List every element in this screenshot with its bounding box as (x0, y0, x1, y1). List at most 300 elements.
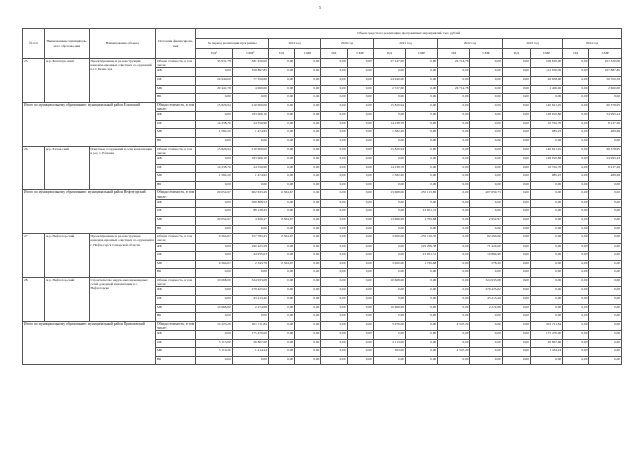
value-cell: 0,00 (295, 181, 321, 190)
page-number: 5 (319, 5, 321, 10)
funding-source-cell: ОБ (156, 120, 196, 129)
value-cell: 0,00 (405, 295, 437, 304)
value-cell: 0,00 (502, 85, 530, 94)
value-cell: 985,25 (530, 129, 562, 138)
value-cell: 279 425,02 (232, 287, 268, 296)
funding-source-cell: МБ (156, 173, 196, 182)
value-cell: 0,00 (502, 321, 530, 330)
value-cell: 0,00 (563, 321, 589, 330)
value-cell: 0,00 (589, 225, 622, 234)
value-cell: 0,00 (295, 112, 321, 121)
value-cell: 0,00 (321, 234, 347, 243)
value-cell: 0,00 (295, 129, 321, 138)
value-cell: 10 668,00 (373, 277, 405, 286)
value-cell: 0,00 (347, 68, 373, 77)
funding-source-cell: МБ (156, 85, 196, 94)
value-cell: 0,00 (196, 112, 232, 121)
value-cell: 0,00 (563, 348, 589, 357)
value-cell: 0,00 (530, 260, 562, 269)
funding-source-cell: Общая стоимость, в том числе: (157, 190, 195, 199)
value-cell: 0,00 (295, 339, 321, 348)
value-cell: 0,00 (438, 68, 470, 77)
value-cell: 0,00 (438, 260, 470, 269)
value-cell: 0,00 (347, 190, 373, 199)
value-cell: 0,00 (295, 94, 321, 103)
value-cell: 0,00 (563, 190, 589, 199)
value-cell: 0,00 (268, 321, 294, 330)
value-cell: 0,00 (530, 243, 562, 252)
value-cell: 0,00 (295, 155, 321, 164)
value-cell: 6 364,67 (268, 190, 294, 199)
value-cell: 0,00 (502, 208, 530, 217)
value-cell: 0,00 (347, 313, 373, 322)
value-cell: 0,00 (295, 216, 321, 225)
value-cell: 0,00 (268, 295, 294, 304)
header-total-period: За период реализации программы (196, 39, 269, 49)
value-cell: 0,00 (268, 112, 294, 121)
value-cell: 0,00 (347, 234, 373, 243)
value-cell: 0,00 (563, 208, 589, 217)
funding-source-cell: ФБ (156, 331, 196, 340)
value-cell: 0,00 (589, 356, 622, 365)
value-cell: 0,00 (321, 155, 347, 164)
value-cell: 0,00 (502, 348, 530, 357)
value-cell: 210 000,00 (232, 102, 268, 111)
value-cell: 13 668,00 (373, 190, 405, 199)
value-cell: 0,00 (268, 269, 294, 278)
value-cell: 0,00 (438, 234, 470, 243)
table-row (23, 146, 622, 155)
table-body (23, 59, 622, 365)
value-cell: 27 247,00 (373, 59, 405, 68)
header-year: 2024 год (563, 39, 622, 49)
value-cell: 0,00 (502, 190, 530, 199)
value-cell: 0,00 (438, 225, 470, 234)
value-cell: 0,00 (347, 252, 373, 261)
value-cell: 0,00 (470, 94, 502, 103)
value-cell: 54 995,24 (589, 155, 622, 164)
value-cell: 0,00 (196, 137, 232, 146)
table-row (23, 59, 622, 68)
header-year: 2023 год (502, 39, 562, 49)
value-cell: 0,00 (347, 94, 373, 103)
value-cell: 10 223,29 (196, 321, 232, 330)
value-cell: 0,00 (347, 77, 373, 86)
value-cell: 2 343,79 (232, 260, 268, 269)
value-cell: 0,00 (405, 68, 437, 77)
value-cell: 6 364,67 (268, 234, 294, 243)
header-smr: СМР (470, 49, 502, 59)
funding-source-cell: МБ (156, 129, 196, 138)
value-cell: 0,00 (405, 269, 437, 278)
value-cell: 0,00 (563, 304, 589, 313)
value-cell: 0,00 (589, 260, 622, 269)
value-cell: 1 582,20 (373, 129, 405, 138)
funding-source-cell: МБ (156, 304, 196, 313)
value-cell: 0,00 (502, 234, 530, 243)
value-cell: 0,00 (563, 260, 589, 269)
value-cell: 0,00 (502, 59, 530, 68)
total-label: Итого по муниципальному образованию: муниципальный район Елховский (23, 102, 156, 146)
value-cell: 0,00 (295, 120, 321, 129)
header-year: 2022 год (438, 39, 503, 49)
value-cell: 0,00 (563, 146, 589, 155)
value-cell: 0,00 (321, 348, 347, 357)
value-cell: 0,00 (232, 94, 268, 103)
value-cell: 43 213,40 (232, 295, 268, 304)
value-cell: 26 714,78 (438, 85, 470, 94)
value-cell: 0,00 (470, 269, 502, 278)
header-pd: ПД¹ (196, 49, 232, 59)
value-cell: 0,00 (321, 225, 347, 234)
value-cell: 0,00 (405, 164, 437, 173)
header-funding-source: Источник финансирова-ния (156, 29, 196, 59)
value-cell: 0,00 (563, 356, 589, 365)
value-cell: 0,00 (268, 155, 294, 164)
value-cell: 0,00 (347, 199, 373, 208)
value-cell: 0,00 (589, 295, 622, 304)
value-cell: 0,00 (405, 102, 437, 111)
value-cell: 71 424,00 (470, 243, 502, 252)
value-cell: 0,00 (295, 321, 321, 330)
value-cell: 0,00 (438, 199, 470, 208)
value-cell: 0,00 (438, 164, 470, 173)
value-cell: 0,00 (196, 94, 232, 103)
value-cell: 2 952,97 (470, 216, 502, 225)
value-cell: 0,00 (295, 234, 321, 243)
value-cell: 2 113,00 (373, 339, 405, 348)
value-cell: 0,00 (405, 199, 437, 208)
object-cell: Очистные сооружения и сети канализации в р.ц. с. Елховка (89, 146, 156, 190)
funding-source-cell: МБ (156, 216, 196, 225)
value-cell: 0,00 (295, 313, 321, 322)
value-cell: 0,00 (502, 199, 530, 208)
funding-source-cell: ОБ (156, 164, 196, 173)
value-cell: 0,00 (502, 252, 530, 261)
value-cell: 0,00 (295, 287, 321, 296)
value-cell: 489,69 (589, 173, 622, 182)
value-cell: 0,00 (530, 216, 562, 225)
row-number: 27 (23, 234, 45, 278)
value-cell: 0,00 (321, 260, 347, 269)
value-cell: 0,00 (373, 68, 405, 77)
value-cell: 0,00 (268, 277, 294, 286)
value-cell: 0,00 (438, 339, 470, 348)
value-cell: 0,00 (373, 287, 405, 296)
value-cell: 0,00 (563, 269, 589, 278)
value-cell: 563,00 (373, 348, 405, 357)
value-cell: 0,00 (502, 94, 530, 103)
value-cell: 0,00 (347, 356, 373, 365)
value-cell: 0,00 (502, 331, 530, 340)
value-cell: 0,00 (563, 85, 589, 94)
value-cell: 0,00 (502, 295, 530, 304)
value-cell: 0,00 (268, 313, 294, 322)
value-cell: 0,00 (295, 348, 321, 357)
value-cell: 0,00 (530, 199, 562, 208)
value-cell: 0,00 (589, 331, 622, 340)
value-cell: 15 820,94 (196, 102, 232, 111)
value-cell: 0,00 (470, 68, 502, 77)
value-cell: 0,00 (438, 112, 470, 121)
funding-source-cell: ВБ (156, 313, 196, 322)
value-cell: 175 470,00 (530, 331, 562, 340)
value-cell: 0,00 (470, 173, 502, 182)
value-cell: 0,00 (502, 173, 530, 182)
row-number: 25. (23, 59, 45, 103)
funding-source-cell: Общая стоимость, в том числе: (157, 321, 195, 330)
header-year: 2020 год (321, 39, 373, 49)
value-cell: 0,00 (295, 77, 321, 86)
value-cell: 0,00 (232, 356, 268, 365)
funding-source-cell: ВБ (156, 137, 196, 146)
funding-source-cell: МБ (156, 348, 196, 357)
value-cell: 489,69 (589, 129, 622, 138)
value-cell: 0,00 (438, 216, 470, 225)
value-cell: 0,00 (268, 137, 294, 146)
value-cell: 0,00 (563, 234, 589, 243)
value-cell: 0,00 (502, 102, 530, 111)
value-cell: 0,00 (321, 216, 347, 225)
value-cell: 8 237,26 (589, 164, 622, 173)
header-smr: СМР (295, 49, 321, 59)
funding-source-cell: Общая стоимость, в том числе: (156, 234, 196, 243)
value-cell: 0,00 (295, 85, 321, 94)
value-cell: 0,00 (268, 146, 294, 155)
value-cell: 0,00 (268, 331, 294, 340)
value-cell: 0,00 (563, 277, 589, 286)
value-cell: 0,00 (295, 208, 321, 217)
value-cell: 0,00 (321, 287, 347, 296)
value-cell: 0,00 (563, 155, 589, 164)
value-cell: 1 474,92 (232, 129, 268, 138)
value-cell: 0,00 (530, 252, 562, 261)
header-smr: СМР (347, 49, 373, 59)
value-cell: 140 621,05 (530, 102, 562, 111)
value-cell: 0,00 (405, 112, 437, 121)
funding-source-cell: Общая стоимость, в том числе: (156, 146, 196, 155)
value-cell: 10 702,70 (530, 120, 562, 129)
value-cell: 0,00 (268, 356, 294, 365)
value-cell: 0,00 (373, 199, 405, 208)
value-cell: 0,00 (502, 339, 530, 348)
row-number: 28. (23, 277, 45, 321)
value-cell: 0,00 (405, 59, 437, 68)
value-cell: 0,00 (295, 199, 321, 208)
value-cell: 0,00 (232, 269, 268, 278)
value-cell: 0,00 (321, 295, 347, 304)
value-cell: 140 621,05 (530, 146, 562, 155)
value-cell: 0,00 (268, 85, 294, 94)
value-cell: 0,00 (347, 181, 373, 190)
value-cell: 0,00 (530, 181, 562, 190)
value-cell: 0,00 (438, 77, 470, 86)
value-cell: 0,00 (321, 181, 347, 190)
header-object: Наименование объекта (89, 29, 156, 59)
value-cell: 9 364,67 (196, 234, 232, 243)
value-cell: 0,00 (295, 304, 321, 313)
header-pd: ПД (321, 49, 347, 59)
value-cell: 0,00 (502, 277, 530, 286)
value-cell: 69 378,95 (589, 102, 622, 111)
value-cell: 0,00 (347, 85, 373, 94)
value-cell: 0,00 (295, 269, 321, 278)
value-cell: 112 950,00 (530, 68, 562, 77)
header-pd: ПД (438, 49, 470, 59)
value-cell: 0,00 (502, 155, 530, 164)
value-cell: 0,00 (438, 313, 470, 322)
value-cell: 29 052,67 (196, 216, 232, 225)
value-cell: 183 906,10 (232, 155, 268, 164)
value-cell: 9 364,67 (196, 260, 232, 269)
header-pd: ПД (268, 49, 294, 59)
value-cell: 0,00 (563, 120, 589, 129)
value-cell: 0,00 (268, 348, 294, 357)
value-cell: 0,00 (405, 146, 437, 155)
value-cell: 2 274,68 (232, 304, 268, 313)
value-cell: 0,00 (268, 129, 294, 138)
value-cell: 0,00 (589, 287, 622, 296)
value-cell: 0,00 (405, 77, 437, 86)
funding-source-cell: ОБ (156, 295, 196, 304)
value-cell: 0,00 (502, 68, 530, 77)
object-cell: Проектирование и ре-конструкция канализа-ционных очистных со-оружений в г. Нефте-горск Самарской области (89, 234, 156, 278)
value-cell: 23 951,31 (405, 208, 437, 217)
value-cell: 0,00 (502, 243, 530, 252)
value-cell: 0,00 (405, 331, 437, 340)
value-cell: 0,00 (196, 287, 232, 296)
value-cell: 0,00 (268, 287, 294, 296)
value-cell: 0,00 (470, 129, 502, 138)
value-cell: 0,00 (563, 173, 589, 182)
value-cell: 0,00 (196, 68, 232, 77)
value-cell: 0,00 (589, 321, 622, 330)
value-cell: 4 547,29 (438, 348, 470, 357)
value-cell: 251 320,00 (589, 59, 622, 68)
value-cell: 0,00 (196, 252, 232, 261)
value-cell: 1 582,20 (196, 129, 232, 138)
value-cell: 0,00 (347, 164, 373, 173)
value-cell: 0,00 (589, 208, 622, 217)
value-cell: 0,00 (268, 252, 294, 261)
value-cell: 0,00 (530, 313, 562, 322)
value-cell: 15 820,94 (373, 102, 405, 111)
value-cell: 0,00 (563, 77, 589, 86)
value-cell: 0,00 (321, 94, 347, 103)
value-cell: 0,00 (438, 102, 470, 111)
funding-source-cell: ОБ (156, 339, 196, 348)
value-cell: 985,25 (530, 173, 562, 182)
value-cell: 3 000,00 (373, 260, 405, 269)
value-cell: 0,00 (438, 173, 470, 182)
value-cell: 0,00 (563, 164, 589, 173)
value-cell: 0,00 (347, 120, 373, 129)
value-cell: 0,00 (563, 225, 589, 234)
value-cell: 0,00 (405, 137, 437, 146)
value-cell: 0,00 (563, 339, 589, 348)
value-cell: 183 906,10 (232, 112, 268, 121)
funding-source-cell: ОБ (156, 77, 196, 86)
value-cell: 10 884,90 (470, 252, 502, 261)
value-cell: 219 209,38 (405, 243, 437, 252)
value-cell: 0,00 (470, 164, 502, 173)
value-cell: 0,00 (438, 155, 470, 164)
value-cell: 0,00 (232, 137, 268, 146)
value-cell: 0,00 (347, 208, 373, 217)
value-cell: 0,00 (268, 77, 294, 86)
value-cell: 0,00 (563, 331, 589, 340)
value-cell: 0,00 (405, 287, 437, 296)
row-number: 26. (23, 146, 45, 190)
value-cell: 0,00 (321, 59, 347, 68)
value-cell: 0,00 (295, 331, 321, 340)
value-cell: 0,00 (232, 225, 268, 234)
value-cell: 10 702,70 (530, 164, 562, 173)
value-cell: 0,00 (589, 304, 622, 313)
header-volume: Объем средств на реализацию программных мероприятий, тыс. рублей (196, 29, 622, 39)
funding-source-cell: ОБ (156, 208, 196, 217)
value-cell: 0,00 (295, 295, 321, 304)
value-cell: 0,00 (405, 321, 437, 330)
value-cell: 0,00 (347, 112, 373, 121)
value-cell: 4 626,47 (232, 216, 268, 225)
value-cell: 0,00 (295, 146, 321, 155)
value-cell: 0,00 (405, 85, 437, 94)
value-cell: 0,00 (373, 112, 405, 121)
value-cell: 0,00 (373, 313, 405, 322)
value-cell: 0,00 (470, 146, 502, 155)
value-cell: 0,00 (589, 94, 622, 103)
value-cell: 569 868,53 (232, 199, 268, 208)
value-cell: 0,00 (321, 164, 347, 173)
value-cell: 0,00 (268, 68, 294, 77)
funding-source-cell: ФБ (156, 68, 196, 77)
value-cell: 0,00 (589, 269, 622, 278)
value-cell: 3 000,00 (373, 234, 405, 243)
value-cell: 0,00 (196, 155, 232, 164)
value-cell: 0,00 (347, 102, 373, 111)
value-cell: 0,00 (589, 243, 622, 252)
funding-source-cell: ВБ (156, 181, 196, 190)
value-cell: 359 897,85 (232, 68, 268, 77)
value-cell: 0,00 (347, 216, 373, 225)
value-cell: 227 887,85 (589, 68, 622, 77)
value-cell: 0,00 (530, 208, 562, 217)
value-cell: 0,00 (347, 137, 373, 146)
value-cell: 26 807,60 (530, 339, 562, 348)
table-row (23, 234, 622, 243)
header-smr: СМР (530, 49, 562, 59)
value-cell: 0,00 (589, 216, 622, 225)
value-cell: 0,00 (373, 94, 405, 103)
value-cell: 0,00 (530, 304, 562, 313)
value-cell: 0,00 (563, 199, 589, 208)
value-cell: 0,00 (502, 287, 530, 296)
value-cell: 6 364,67 (268, 216, 294, 225)
value-cell: 0,00 (321, 146, 347, 155)
value-cell: 0,00 (563, 243, 589, 252)
value-cell: 0,00 (470, 112, 502, 121)
funding-source-cell: Общая стоимость, в том числе: (156, 277, 196, 286)
value-cell: 0,00 (196, 313, 232, 322)
value-cell: 14 238,76 (373, 164, 405, 173)
value-cell: 0,00 (405, 129, 437, 138)
value-cell: 15 820,94 (196, 146, 232, 155)
value-cell: 0,00 (470, 208, 502, 217)
value-cell: 0,00 (502, 137, 530, 146)
value-cell: 0,00 (268, 164, 294, 173)
header-municipality: Наименование муниципаль-ного образова-ния (45, 29, 89, 59)
